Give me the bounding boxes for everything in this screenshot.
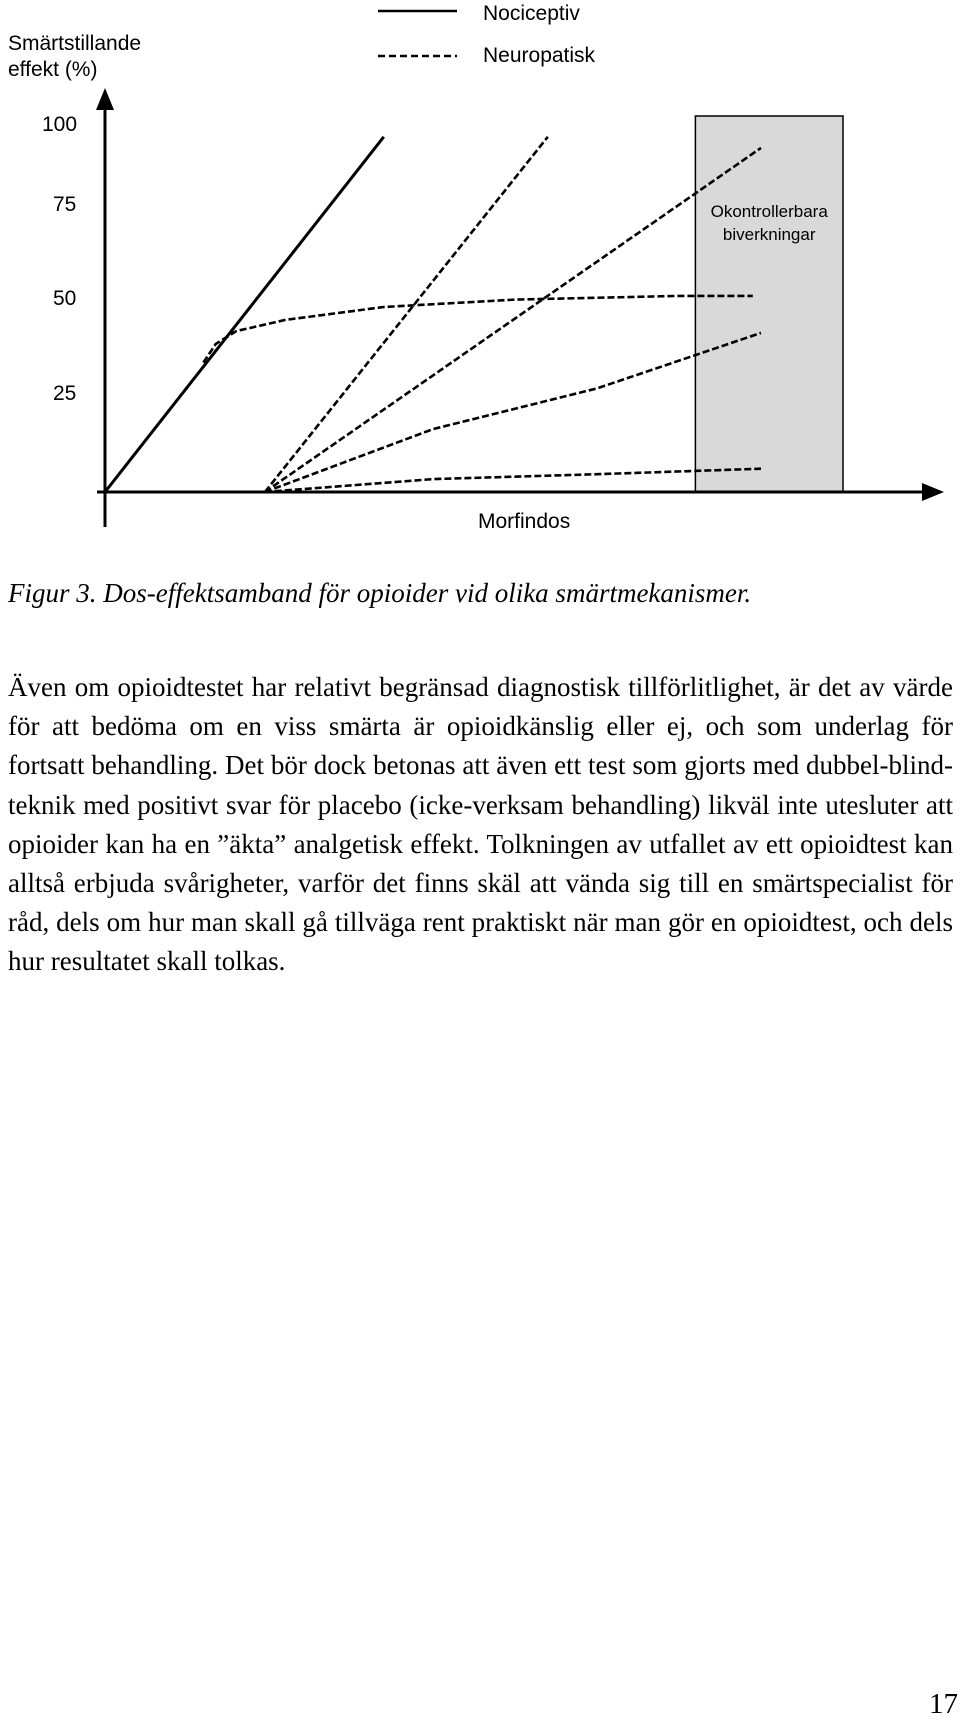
- page-number: 17: [929, 1688, 958, 1720]
- shaded-region-label-line-2: biverkningar: [722, 225, 816, 244]
- uncontrollable-side-effects-region: [695, 116, 843, 492]
- neuropathic-line-5: [265, 469, 761, 492]
- y-tick-label: 25: [53, 382, 77, 405]
- y-tick-label: 50: [53, 287, 77, 310]
- shaded-region-label-line-1: Okontrollerbara: [710, 202, 828, 221]
- y-axis-label-line-1: Smärtstillande: [8, 32, 142, 55]
- body-paragraph: Även om opioidtestet har relativt begränsad diagnostisk tillförlitlighet, är det av värde för att bedöma om en viss smärta är opioidkänslig eller ej, och som underlag för fortsatt behandling. Det bör dock betonas att även ett test som gjorts med dubbel-blind-teknik med positivt svar för placebo (icke-verksam behandling) likväl inte utesluter att opioider kan ha en ”äkta” analgetisk effekt. Tolkningen av utfallet av ett opioidtest kan alltså erbjuda svårigheter, varför det finns skäl att vända sig till en smärtspecialist för råd, dels om hur man skall gå tillväga rent praktiskt när man gör en opioidtest, och dels hur resultatet skall tolkas.: [8, 672, 953, 977]
- figure-caption: Figur 3. Dos-effektsamband för opioider vid olika smärtmekanismer.: [8, 578, 752, 608]
- y-axis-arrow: [96, 88, 114, 110]
- series-layer: [105, 137, 761, 492]
- neuropathic-line-3: [203, 296, 752, 363]
- x-axis-label: Morfindos: [478, 510, 571, 533]
- dose-effect-chart: [0, 0, 960, 560]
- x-axis-arrow: [922, 483, 944, 501]
- y-axis-label-line-2: effekt (%): [8, 58, 98, 81]
- y-tick-label: 75: [53, 193, 77, 216]
- legend-label-nociceptiv: Nociceptiv: [483, 2, 580, 25]
- neuropathic-line-4: [265, 333, 761, 492]
- legend-label-neuropatisk: Neuropatisk: [483, 44, 596, 67]
- y-tick-label: 100: [42, 113, 78, 136]
- neuropathic-line-2: [265, 148, 761, 492]
